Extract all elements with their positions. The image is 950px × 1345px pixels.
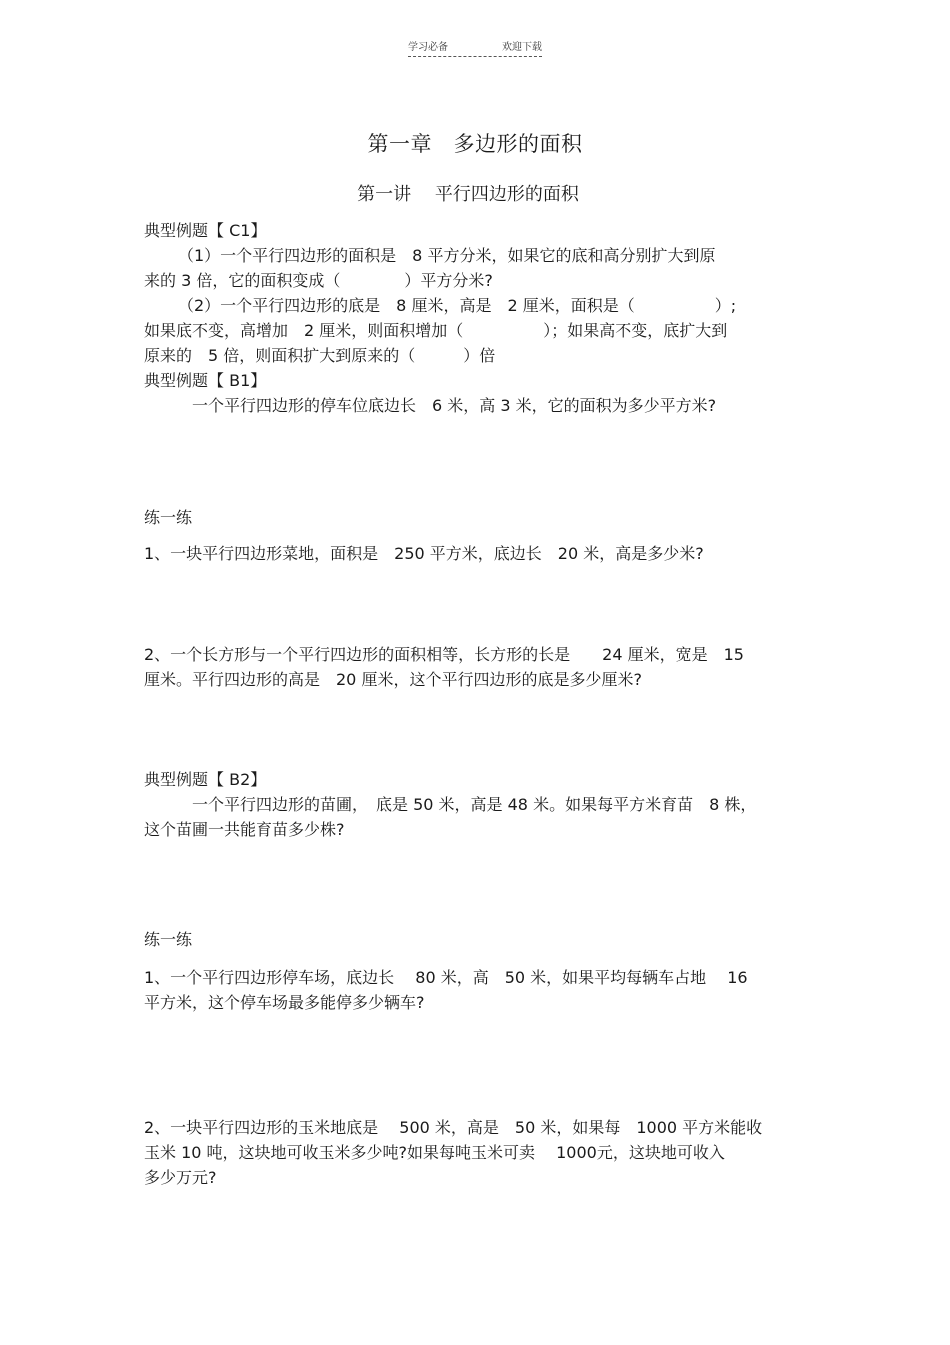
practice2-q1 <box>144 965 812 1015</box>
practice2-q2-line1: 2、一块平行四边形的玉米地底是 500 米，高是 50 米，如果每 1000 平方米能收 <box>144 1118 763 1137</box>
practice1-label: 练一练 <box>144 508 193 527</box>
practice1-q2 <box>144 642 812 692</box>
practice2-q2-line3: 多少万元? <box>144 1168 217 1187</box>
example-c1-label: 典型例题【 C1】 <box>144 221 267 240</box>
chapter-title: 第一章 多边形的面积 <box>367 132 583 156</box>
example-b2-label: 典型例题【 B2】 <box>144 770 267 789</box>
example-c1-section <box>144 218 812 418</box>
practice2-q2 <box>144 1115 812 1190</box>
practice2-q1-line1: 1、一个平行四边形停车场，底边长 80 米，高 50 米，如果平均每辆车占地 16 <box>144 968 748 987</box>
example-b2-line2: 这个苗圃一共能育苗多少株? <box>144 820 345 839</box>
practice2-label: 练一练 <box>144 930 193 949</box>
header-left-text: 学习必备 <box>408 42 448 53</box>
example-b1-text: 一个平行四边形的停车位底边长 6 米，高 3 米，它的面积为多少平方米? <box>192 396 717 415</box>
example-c1-q1-line2: 来的 3 倍，它的面积变成（ ）平方分米? <box>144 271 493 290</box>
example-b1-label: 典型例题【 B1】 <box>144 371 267 390</box>
example-c1-q2-line3: 原来的 5 倍，则面积扩大到原来的（ ）倍 <box>144 346 496 365</box>
page-header <box>408 38 542 57</box>
example-b2-line1: 一个平行四边形的苗圃， 底是 50 米，高是 48 米。如果每平方米育苗 8 株， <box>192 795 757 814</box>
example-c1-q2-line1: （2）一个平行四边形的底是 8 厘米，高是 2 厘米，面积是（ ）; <box>178 296 737 315</box>
practice2-q2-line2: 玉米 10 吨，这块地可收玉米多少吨?如果每吨玉米可卖 1000元，这块地可收入 <box>144 1143 725 1162</box>
practice1-q2-line1: 2、一个长方形与一个平行四边形的面积相等，长方形的长是 24 厘米，宽是 15 <box>144 645 744 664</box>
practice1-q1: 1、一块平行四边形菜地，面积是 250 平方米，底边长 20 米，高是多少米? <box>144 544 704 563</box>
practice1-q2-line2: 厘米。平行四边形的高是 20 厘米，这个平行四边形的底是多少厘米? <box>144 670 642 689</box>
example-c1-q2-line2: 如果底不变，高增加 2 厘米，则面积增加（ ）；如果高不变，底扩大到 <box>144 321 728 340</box>
lesson-title: 第一讲 平行四边形的面积 <box>357 184 579 205</box>
example-c1-q1-line1: （1）一个平行四边形的面积是 8 平方分米，如果它的底和高分别扩大到原 <box>178 246 716 265</box>
example-b2-section <box>144 767 812 842</box>
header-right-text: 欢迎下载 <box>502 42 542 53</box>
practice2-q1-line2: 平方米，这个停车场最多能停多少辆车? <box>144 993 425 1012</box>
